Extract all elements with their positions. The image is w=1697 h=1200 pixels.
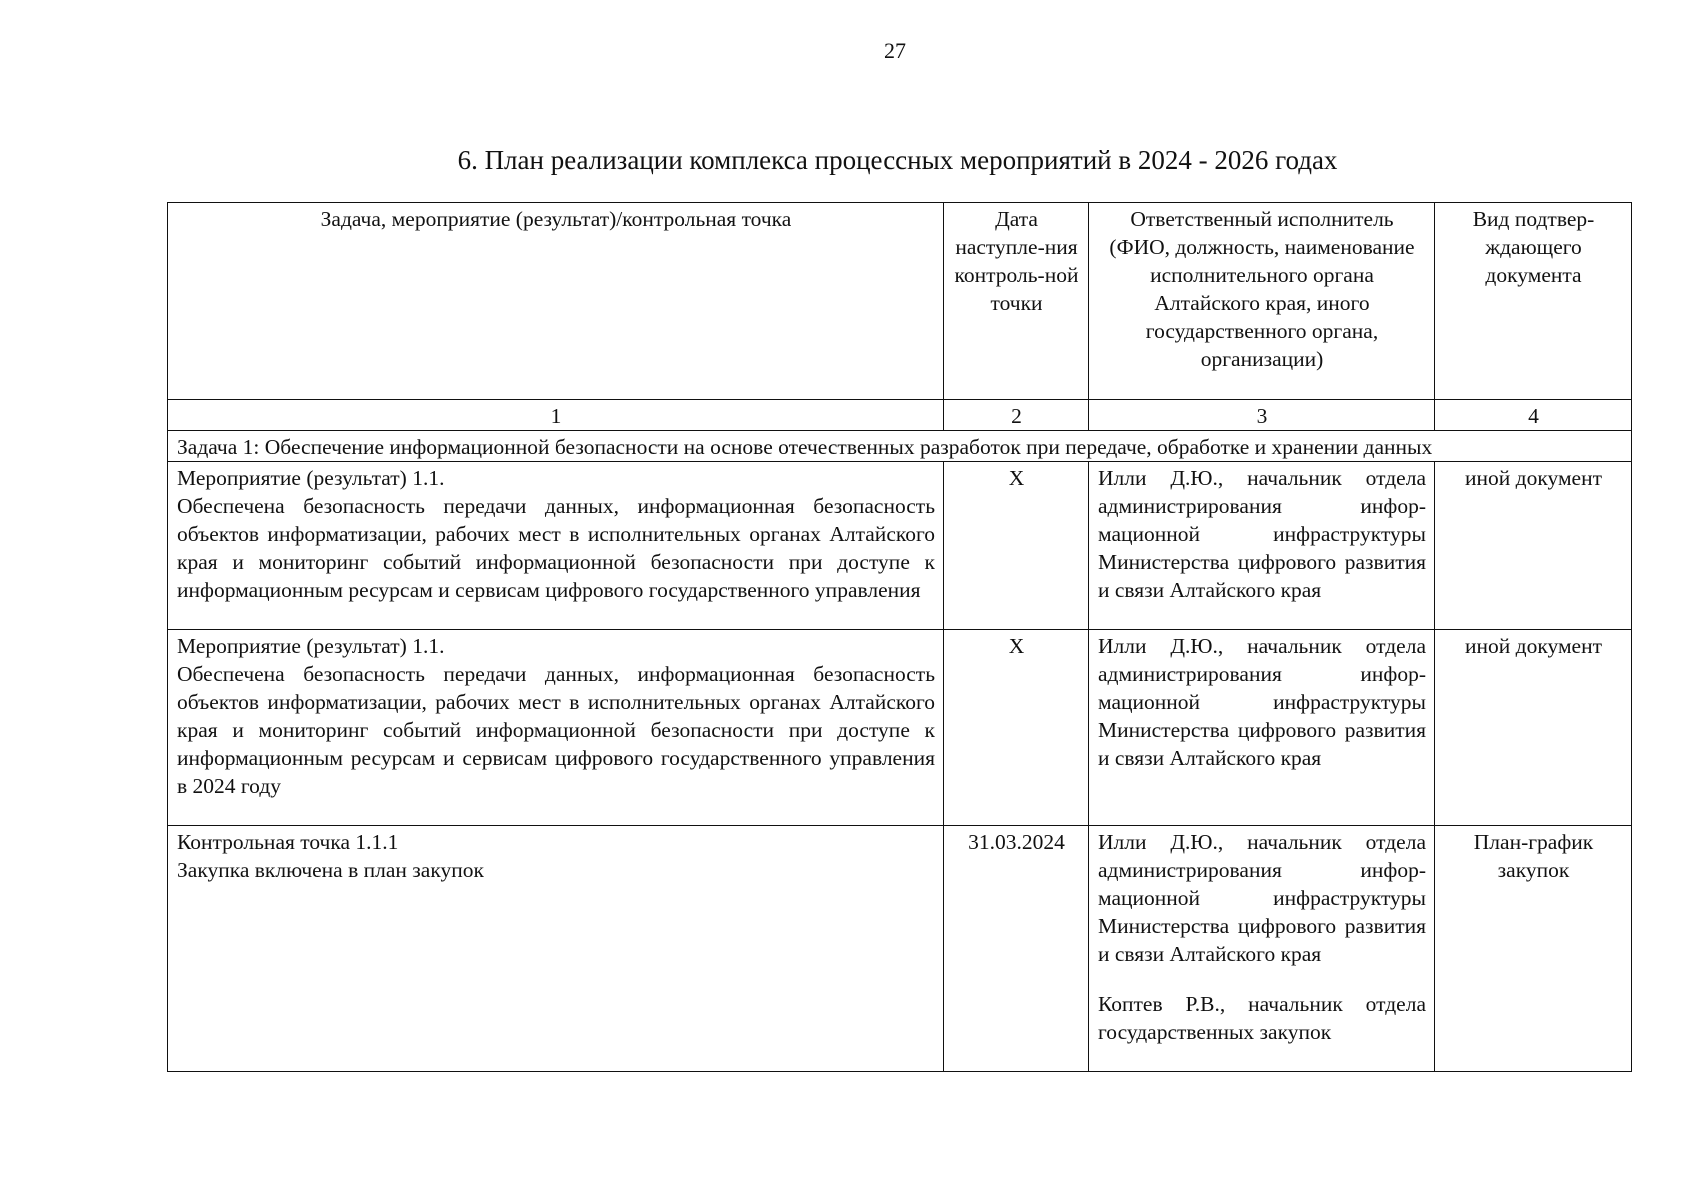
header-document: Вид подтвер-ждающего документа	[1435, 203, 1632, 400]
column-number: 1	[168, 400, 944, 431]
executor-primary: Илли Д.Ю., начальник отдела администрирования инфор-мационной инфраструктуры Министерства цифрового развития и связи Алтайского края	[1098, 830, 1426, 966]
activity-cell	[168, 630, 944, 826]
activity-description: Обеспечена безопасность передачи данных, информационная безопасность объектов информатизации, рабочих мест в исполнительных органах Алтайского края и мониторинг событий информационной безопасности при доступе к информационным ресурсам и сервисам цифрового государственного управления в 2024 году	[177, 662, 935, 798]
activity-cell	[168, 826, 944, 1072]
executor-cell: Илли Д.Ю., начальник отдела администрирования инфор-мационной инфраструктуры Министерства цифрового развития и связи Алтайского края	[1089, 630, 1435, 826]
activity-label: Мероприятие (результат) 1.1.	[177, 634, 445, 658]
column-number-row	[168, 400, 1632, 431]
page-number: 27	[884, 38, 906, 63]
executor-secondary: Коптев Р.В., начальник отдела государственных закупок	[1098, 992, 1426, 1044]
section-title: 6. План реализации комплекса процессных мероприятий в 2024 - 2026 годах	[457, 145, 1338, 175]
date-cell: 31.03.2024	[944, 826, 1089, 1072]
document-cell: иной документ	[1435, 462, 1632, 630]
header-executor: Ответственный исполнитель (ФИО, должность, наименование исполнительного органа Алтайского края, иного государственного органа, организации)	[1089, 203, 1435, 400]
task-title: Задача 1: Обеспечение информационной безопасности на основе отечественных разработок при передаче, обработке и хранении данных	[168, 431, 1632, 462]
header-row	[168, 203, 1632, 400]
table-row	[168, 630, 1632, 826]
activity-cell	[168, 462, 944, 630]
document-cell: иной документ	[1435, 630, 1632, 826]
header-date: Дата наступле-ния контроль-ной точки	[944, 203, 1089, 400]
table-row	[168, 826, 1632, 1072]
column-number: 3	[1089, 400, 1435, 431]
checkpoint-label: Контрольная точка 1.1.1	[177, 830, 399, 854]
column-number: 4	[1435, 400, 1632, 431]
document-cell: План-график закупок	[1435, 826, 1632, 1072]
plan-table	[167, 202, 1632, 1072]
date-cell: X	[944, 630, 1089, 826]
executor-cell: Илли Д.Ю., начальник отдела администрирования инфор-мационной инфраструктуры Министерства цифрового развития и связи Алтайского края	[1089, 462, 1435, 630]
header-task: Задача, мероприятие (результат)/контрольная точка	[168, 203, 944, 400]
date-cell: X	[944, 462, 1089, 630]
checkpoint-description: Закупка включена в план закупок	[177, 858, 484, 882]
table-row	[168, 462, 1632, 630]
activity-label: Мероприятие (результат) 1.1.	[177, 466, 445, 490]
activity-description: Обеспечена безопасность передачи данных, информационная безопасность объектов информатизации, рабочих мест в исполнительных органах Алтайского края и мониторинг событий информационной безопасности при доступе к информационным ресурсам и сервисам цифрового государственного управления	[177, 494, 935, 602]
task-row	[168, 431, 1632, 462]
executor-cell	[1089, 826, 1435, 1072]
column-number: 2	[944, 400, 1089, 431]
